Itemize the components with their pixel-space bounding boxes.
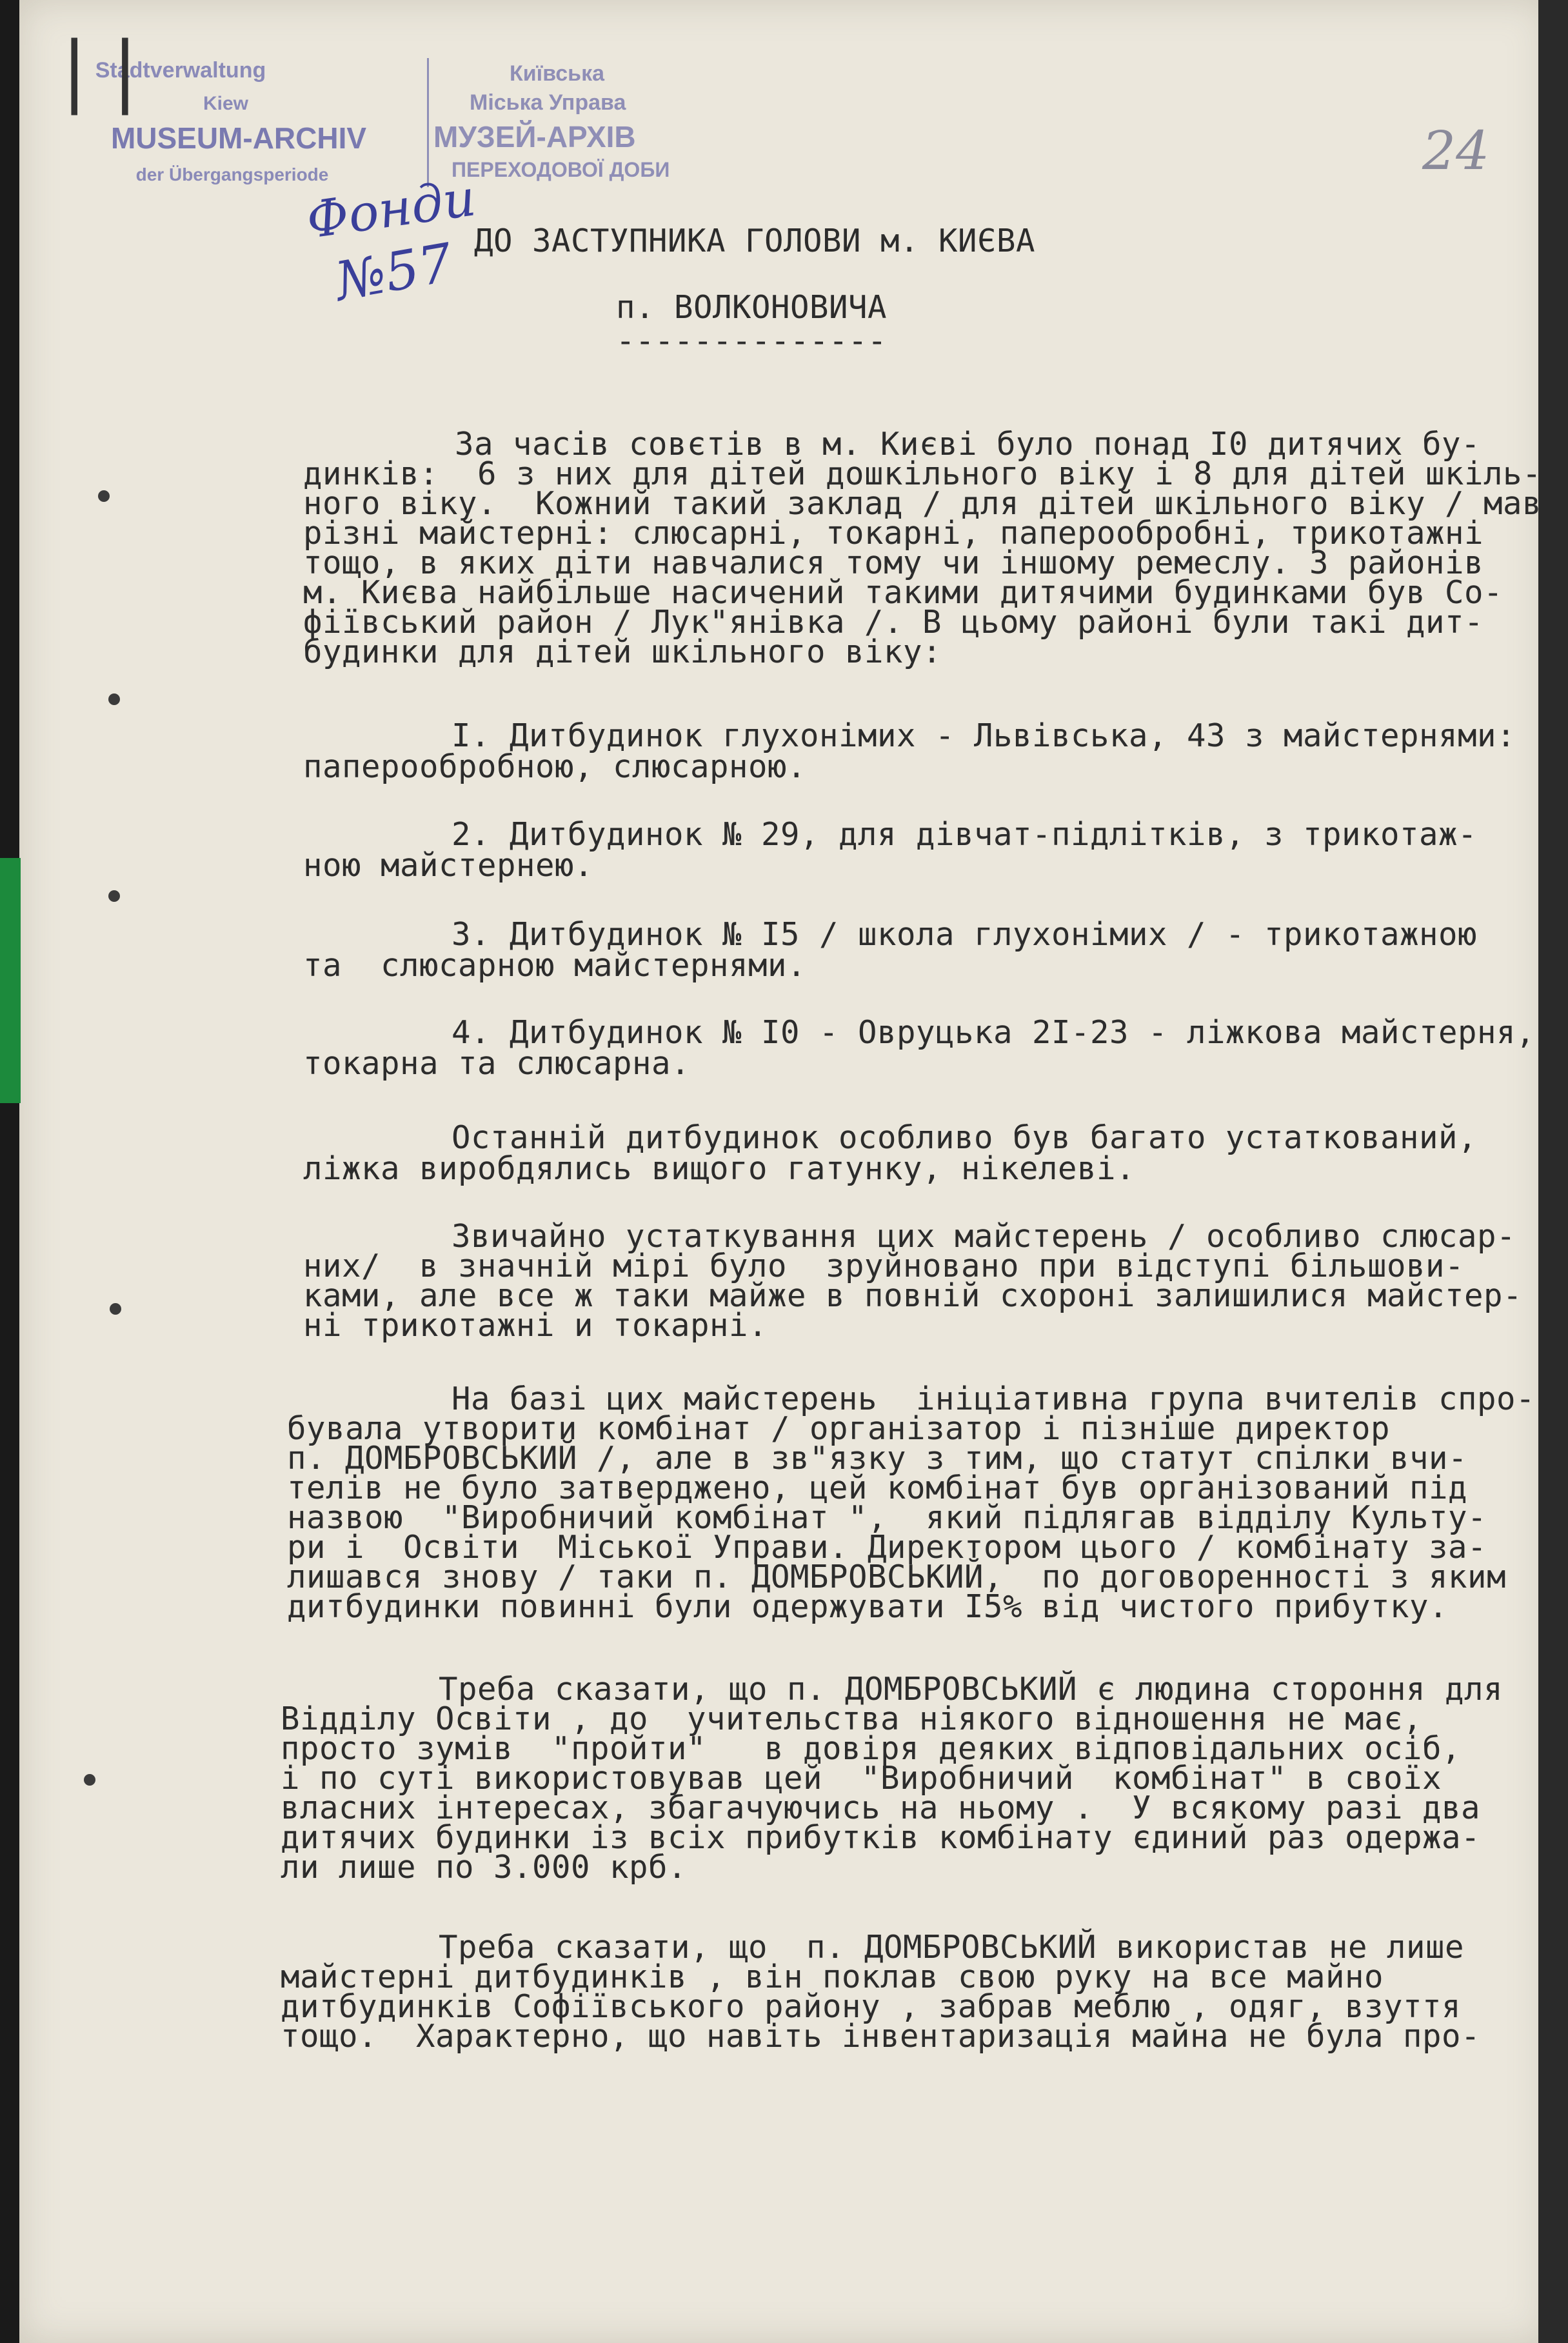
page-number: 24 — [1422, 121, 1490, 182]
stamp-right-line: Київська — [510, 61, 605, 86]
body-line: 2. Дитбудинок № 29, для дівчат-підлітків, з трикотаж- — [452, 816, 1478, 853]
body-line: ного віку. Кожний такий заклад / для дітей шкільного віку / мав — [303, 485, 1542, 522]
body-line: м. Києва найбільше насичений такими дитячими будинками був Со- — [303, 574, 1503, 611]
body-line: бувала утворити комбінат / організатор і пізніше директор — [287, 1410, 1391, 1447]
body-line: 4. Дитбудинок № І0 - Овруцька 2І-23 - ліжкова майстерня, — [452, 1014, 1536, 1051]
body-line: дитячих будинки із всіх прибутків комбінату єдиний раз одержа- — [281, 1819, 1481, 1856]
body-line: Останній дитбудинок особливо був багато устаткований, — [452, 1119, 1478, 1156]
stamp-right-line: Міська Управа — [470, 90, 626, 115]
body-line: п. ДОМБРОВСЬКИЙ /, але в зв"язку з тим, що статут спілки вчи- — [287, 1440, 1468, 1477]
stamp-right-line: ПЕРЕХОДОВОЇ ДОБИ — [452, 158, 670, 181]
body-line: Треба сказати, що п. ДОМБРОВСЬКИЙ є людина стороння для — [439, 1671, 1503, 1708]
stamp-right-line: МУЗЕЙ-АРХІВ — [433, 120, 636, 154]
body-line: 3. Дитбудинок № І5 / школа глухонімих / - трикотажною — [452, 916, 1478, 953]
body-line: будинки для дітей шкільного віку: — [303, 633, 942, 670]
heading-underline: -------------- — [616, 323, 888, 359]
handwritten-margin-marks: | | — [61, 26, 139, 115]
body-line: тощо, в яких діти навчалися тому чи іншому ремеслу. З районів — [303, 544, 1484, 581]
body-line: ною майстернею. — [303, 847, 594, 884]
binding-hole — [108, 693, 120, 705]
binding-hole — [98, 490, 110, 502]
body-line: різні майстерні: слюсарні, токарні, паперообробні, трикотажні — [303, 515, 1484, 552]
body-line: На базі цих майстерень ініціативна група вчителів спро- — [452, 1381, 1536, 1417]
body-line: ліжка виробдялись вищого гатунку, нікелеві. — [303, 1150, 1136, 1187]
body-line: дитбудинки повинні були одержувати І5% від чистого прибутку. — [287, 1588, 1449, 1625]
body-line: і по суті використовував цей "Виробничий комбінат" в своїх — [281, 1760, 1442, 1797]
body-line: паперообробною, слюсарною. — [303, 748, 807, 785]
body-line: Відділу Освіти , до учительства ніякого відношення не має, — [281, 1700, 1423, 1737]
body-line: лишався знову / таки п. ДОМБРОВСЬКИЙ, по договоренності з яким — [287, 1559, 1507, 1595]
body-line: власних інтересах, збагачуючись на ньому . У всякому разі два — [281, 1790, 1481, 1826]
stamp-left-line: der Übergangsperiode — [135, 165, 329, 184]
binding-hole — [108, 890, 120, 902]
handwritten-fond-label: Фонди — [303, 169, 479, 250]
body-line: майстерні дитбудинків , він поклав свою руку на все майно — [281, 1959, 1384, 1995]
body-line: І. Дитбудинок глухонімих - Львівська, 43 з майстернями: — [452, 717, 1516, 754]
body-line: них/ в значній мірі було зруйновано при відступі більшови- — [303, 1248, 1465, 1284]
body-line: Звичайно устаткування цих майстерень / особливо слюсар- — [452, 1218, 1516, 1255]
body-line: ли лише по 3.000 крб. — [281, 1849, 688, 1886]
handwritten-fond-number: №57 — [331, 232, 457, 314]
heading-line-1: ДО ЗАСТУПНИКА ГОЛОВИ м. КИЄВА — [474, 223, 1036, 259]
body-line: фіївський район / Лук"янівка /. В цьому районі були такі дит- — [303, 604, 1484, 641]
body-line: За часів совєтів в м. Києві було понад І0 дитячих бу- — [455, 426, 1481, 463]
body-line: тощо. Характерно, що навіть інвентаризація майна не була про- — [281, 2018, 1481, 2055]
stamp-left-line: Kiew — [203, 93, 249, 114]
body-line: Треба сказати, що п. ДОМБРОВСЬКИЙ використав не лише — [439, 1929, 1465, 1966]
body-line: дитбудинків Софіївського району , забрав меблю , одяг, взуття — [281, 1988, 1462, 2025]
heading-line-2: п. ВОЛКОНОВИЧА — [616, 289, 888, 326]
body-line: просто зумів "пройти" в довіря деяких відповідальних осіб, — [281, 1730, 1462, 1767]
scan-edge — [1538, 0, 1568, 2343]
body-line: динків: 6 з них для дітей дошкільного віку і 8 для дітей шкіль- — [303, 455, 1542, 492]
body-line: та слюсарною майстернями. — [303, 947, 807, 984]
body-line: токарна та слюсарна. — [303, 1045, 691, 1082]
body-line: ри і Освіти Міської Управи. Директором цього / комбінату за- — [287, 1529, 1487, 1566]
green-tab — [0, 858, 21, 1103]
body-line: ками, але все ж таки майже в повній схороні залишилися майстер- — [303, 1277, 1523, 1314]
stamp-left-line: Stadtverwaltung — [95, 58, 266, 83]
binding-hole — [110, 1303, 121, 1315]
stamp-left-line: MUSEUM-ARCHIV — [110, 121, 367, 155]
body-line: назвою "Виробничий комбінат ", який підлягав відділу Культу- — [287, 1499, 1487, 1536]
body-line: телів не було затверджено, цей комбінат був організований під — [287, 1470, 1468, 1506]
stamp-divider — [427, 58, 429, 187]
body-line: ні трикотажні и токарні. — [303, 1307, 768, 1344]
binding-hole — [84, 1774, 95, 1786]
